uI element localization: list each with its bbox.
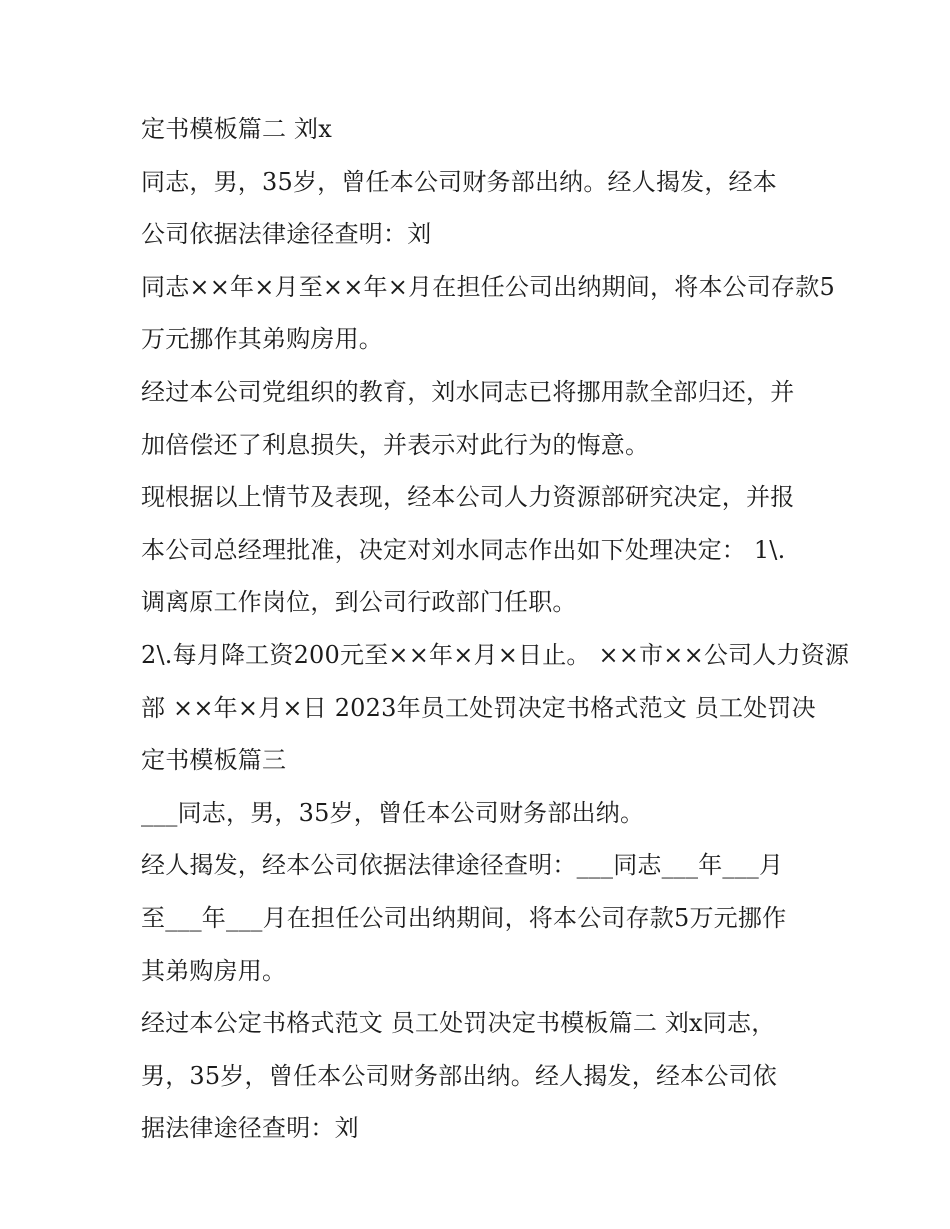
text-line: 至___年___月在担任公司出纳期间，将本公司存款5万元挪作 — [141, 903, 787, 932]
text-line: 2\.每月降工资200元至××年×月×日止。 ××市××公司人力资源 — [141, 640, 850, 669]
text-line: 现根据以上情节及表现，经本公司人力资源部研究决定，并报 — [141, 483, 795, 512]
text-line: 其弟购房用。 — [141, 956, 287, 985]
text-line: 经人揭发，经本公司依据法律途径查明：___同志___年___月 — [141, 851, 784, 880]
text-line: 加倍偿还了利息损失，并表示对此行为的悔意。 — [141, 430, 650, 459]
text-line: 同志××年×月至××年×月在担任公司出纳期间，将本公司存款5 — [141, 272, 835, 301]
text-line: 经过本公司党组织的教育，刘水同志已将挪用款全部归还，并 — [141, 377, 795, 406]
text-line: 据法律途径查明：刘 — [141, 1114, 359, 1143]
text-line: 部 ××年×月×日 2023年员工处罚决定书格式范文 员工处罚决 — [141, 693, 816, 722]
text-line: 调离原工作岗位，到公司行政部门任职。 — [141, 588, 577, 617]
text-line: 万元挪作其弟购房用。 — [141, 325, 383, 354]
text-line: 经过本公定书格式范文 员工处罚决定书模板篇二 刘x同志， — [141, 1009, 776, 1038]
document-body — [141, 108, 850, 1160]
text-line: 定书模板篇二 刘x — [141, 115, 332, 143]
text-line: 同志，男，35岁，曾任本公司财务部出纳。经人揭发，经本 — [141, 167, 777, 196]
text-line: ___同志，男，35岁，曾任本公司财务部出纳。 — [141, 798, 645, 827]
text-line: 本公司总经理批准，决定对刘水同志作出如下处理决定： 1\. — [141, 535, 786, 564]
text-line: 定书模板篇三 — [141, 746, 287, 775]
text-line: 男，35岁，曾任本公司财务部出纳。经人揭发，经本公司依 — [141, 1061, 777, 1090]
text-line: 公司依据法律途径查明：刘 — [141, 220, 432, 249]
